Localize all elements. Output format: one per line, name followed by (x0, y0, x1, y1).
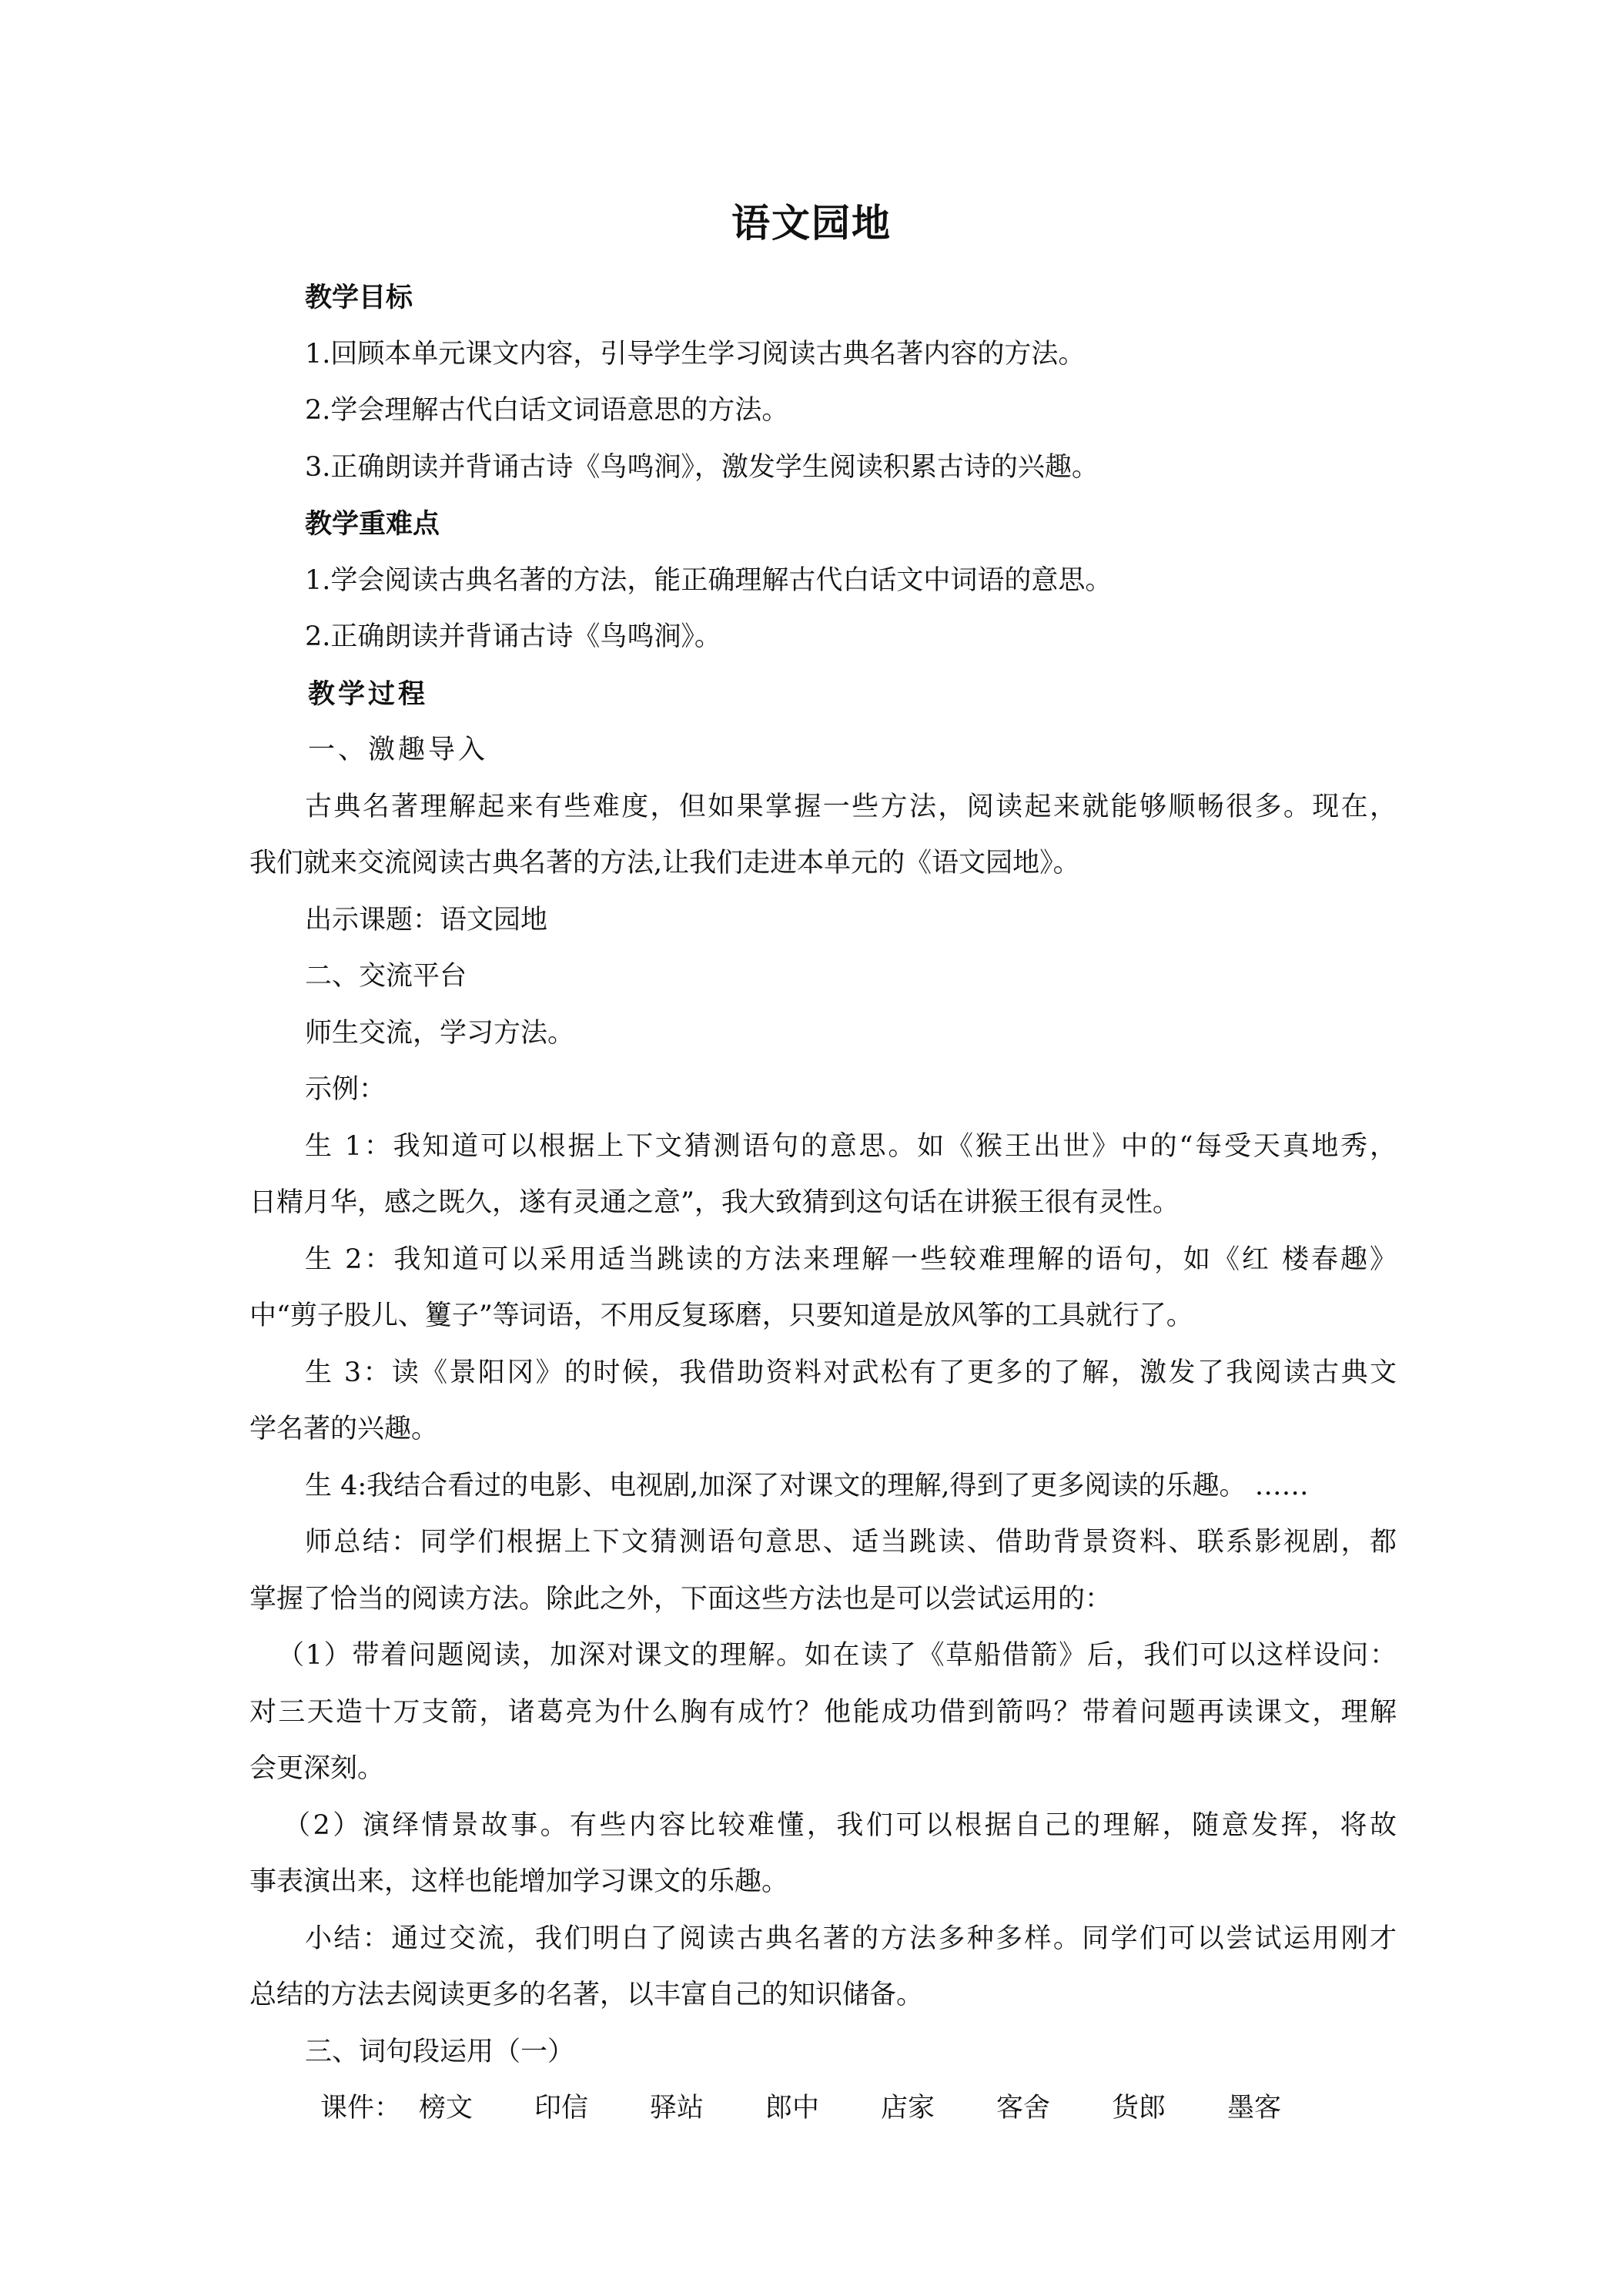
term: 驿站 (650, 2093, 704, 2124)
teacher-summary-line-2: 掌握了恰当的阅读方法。除此之外，下面这些方法也是可以尝试运用的： (249, 1583, 1113, 1615)
student-3-line-2: 学名著的兴趣。 (249, 1414, 439, 1444)
method-1-line-3: 会更深刻。 (249, 1753, 385, 1784)
key-point-2: 2.正确朗读并背诵古诗《鸟鸣涧》。 (305, 621, 721, 652)
teacher-summary-line-1: 师总结：同学们根据上下文猜测语句意思、适当跳读、借助背景资料、联系影视剧，都 (305, 1527, 1397, 1558)
section-1-heading: 一、激趣导入 (308, 735, 489, 765)
heading-key-points: 教学重难点 (305, 508, 440, 540)
student-1-line-2: 日精月华，感之既久，遂有灵通之意”，我大致猜到这句话在讲猴王很有灵性。 (249, 1187, 1180, 1218)
courseware-label: 课件： (320, 2093, 402, 2124)
show-topic: 出示课题：语文园地 (305, 904, 548, 935)
heading-teaching-process: 教学过程 (308, 678, 429, 710)
term: 郎中 (765, 2093, 820, 2124)
paragraph-exchange: 师生交流，学习方法。 (305, 1017, 575, 1049)
student-1-line-1: 生 1：我知道可以根据上下文猜测语句的意思。如《猴王出世》中的“每受天真地秀， (305, 1130, 1397, 1162)
term: 印信 (534, 2093, 589, 2124)
student-2-line-2: 中“剪子股儿、籰子”等词语，不用反复琢磨，只要知道是放风筝的工具就行了。 (249, 1300, 1193, 1331)
goal-1: 1.回顾本单元课文内容，引导学生学习阅读古典名著内容的方法。 (305, 338, 1086, 370)
heading-teaching-goals: 教学目标 (305, 282, 413, 313)
term: 客舍 (996, 2093, 1051, 2124)
document-body (249, 269, 1397, 2137)
student-2-line-1: 生 2：我知道可以采用适当跳读的方法来理解一些较难理解的语句，如《红 楼春趣》 (305, 1243, 1397, 1275)
goal-2: 2.学会理解古代白话文词语意思的方法。 (305, 395, 789, 426)
term: 店家 (881, 2093, 935, 2124)
method-1-line-2: 对三天造十万支箭，诸葛亮为什么胸有成竹？他能成功借到箭吗？带着问题再读课文，理解 (249, 1696, 1397, 1728)
student-4: 生 4:我结合看过的电影、电视剧,加深了对课文的理解,得到了更多阅读的乐趣。 …… (305, 1470, 1309, 1501)
term: 榜文 (419, 2093, 474, 2124)
example-label: 示例： (305, 1074, 387, 1105)
conclusion-line-2: 总结的方法去阅读更多的名著，以丰富自己的知识储备。 (249, 1980, 924, 2010)
method-2-line-1: （2）演绎情景故事。有些内容比较难懂，我们可以根据自己的理解，随意发挥，将故 (283, 1809, 1397, 1841)
paragraph-intro-line-1: 古典名著理解起来有些难度，但如果掌握一些方法，阅读起来就能够顺畅很多。现在， (305, 791, 1397, 822)
conclusion-line-1: 小结：通过交流，我们明白了阅读古典名著的方法多种多样。同学们可以尝试运用刚才 (305, 1923, 1397, 1954)
section-3-heading: 三、词句段运用（一） (305, 2036, 575, 2067)
method-2-line-2: 事表演出来，这样也能增加学习课文的乐趣。 (249, 1866, 789, 1897)
term: 墨客 (1227, 2093, 1282, 2124)
key-point-1: 1.学会阅读古典名著的方法，能正确理解古代白话文中词语的意思。 (305, 564, 1113, 596)
student-3-line-1: 生 3：读《景阳冈》的时候，我借助资料对武松有了更多的了解，激发了我阅读古典文 (305, 1357, 1397, 1388)
term: 货郎 (1112, 2093, 1166, 2124)
method-1-line-1: （1）带着问题阅读，加深对课文的理解。如在读了《草船借箭》后，我们可以这样设问： (277, 1640, 1397, 1671)
paragraph-intro-line-2: 我们就来交流阅读古典名著的方法,让我们走进本单元的《语文园地》。 (249, 848, 1080, 879)
section-2-heading: 二、交流平台 (305, 961, 467, 992)
goal-3: 3.正确朗读并背诵古诗《鸟鸣涧》，激发学生阅读积累古诗的兴趣。 (305, 451, 1099, 483)
courseware-terms (249, 2080, 1397, 2137)
page-title: 语文园地 (731, 200, 892, 246)
